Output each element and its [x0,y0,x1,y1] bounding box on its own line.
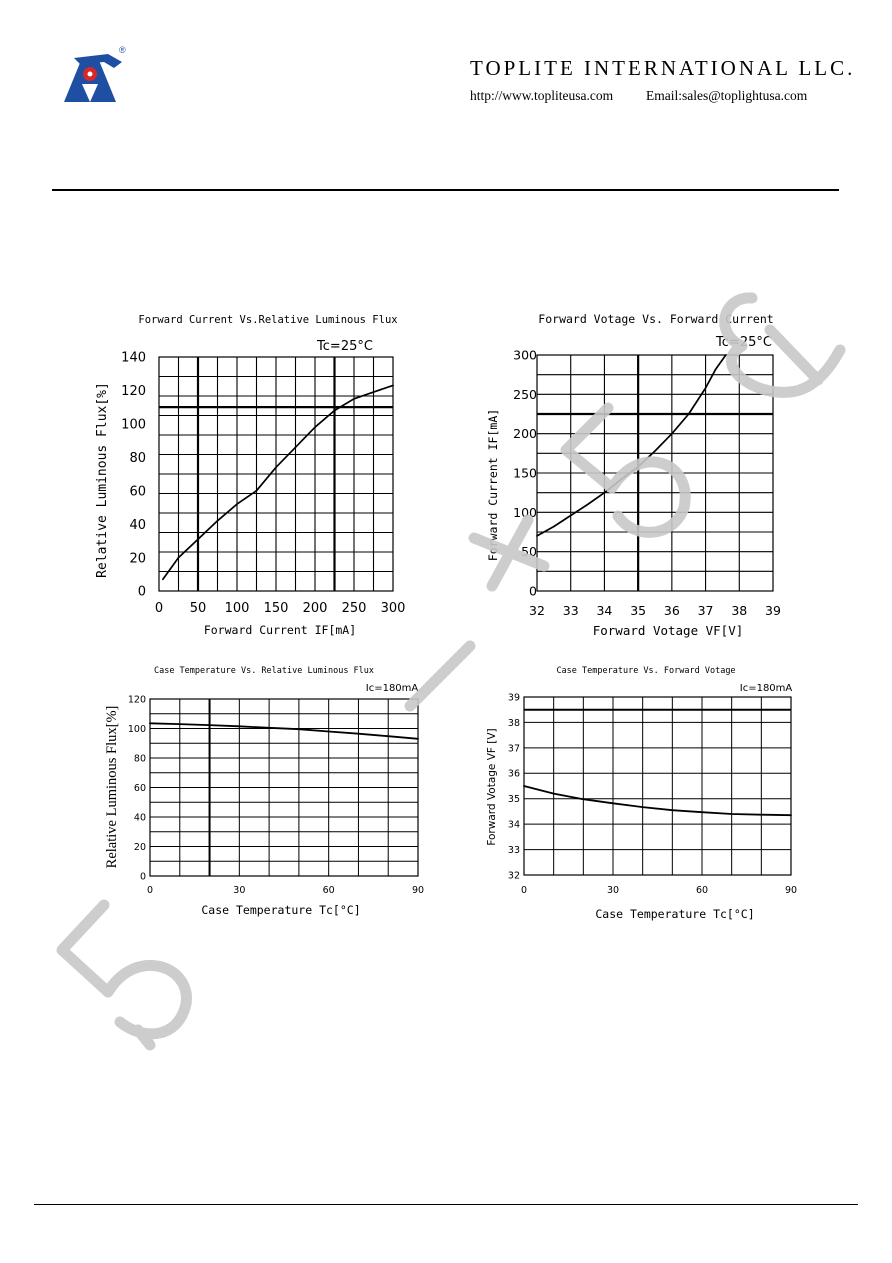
x-tick-label: 90 [784,885,798,896]
y-tick-label: 50 [521,544,537,560]
y-tick-label: 35 [507,794,520,806]
plot-area [508,692,797,896]
email-link[interactable]: Email:sales@toplightusa.com [646,88,808,103]
y-tick-label: 150 [513,465,537,481]
y-tick-label: 33 [507,844,520,856]
chart-title: Case Temperature Vs. Relative Luminous Flux [153,666,375,676]
y-tick-label: 20 [129,551,146,567]
y-tick-label: 40 [133,812,146,824]
y-tick-label: 120 [127,694,146,706]
y-tick-label: 300 [513,347,537,363]
x-tick-label: 100 [224,601,250,616]
x-tick-label: 36 [663,603,680,618]
y-tick-label: 200 [513,426,537,442]
x-tick-label: 0 [154,601,164,616]
x-axis-label: Forward Votage VF[V] [592,623,744,638]
y-tick-label: 0 [139,871,146,883]
y-tick-label: 37 [507,743,520,755]
website-link[interactable]: http://www.topliteusa.com [470,88,614,103]
y-tick-label: 0 [137,584,146,600]
x-tick-label: 60 [322,885,335,896]
x-tick-label: 250 [341,601,367,616]
x-tick-label: 35 [630,603,647,618]
chart-condition: Tc=25°C [716,335,772,350]
x-axis-label: Case Temperature Tc[°C] [595,907,755,921]
x-axis-label: Case Temperature Tc[°C] [201,903,361,917]
x-tick-label: 37 [697,603,714,618]
x-tick-label: 34 [596,603,613,618]
y-tick-label: 0 [529,583,537,599]
company-name: TOPLITE INTERNATIONAL LLC. [470,56,856,80]
footer-divider [34,1204,858,1205]
y-tick-label: 80 [129,450,146,466]
y-axis-label: Forward Votage VF [V] [486,728,498,846]
x-tick-label: 39 [765,603,781,618]
y-tick-label: 80 [133,753,146,765]
chart-title: Forward Votage Vs. Forward Current [538,312,774,326]
y-tick-label: 100 [513,504,537,520]
x-tick-label: 50 [189,601,207,616]
x-tick-label: 0 [146,885,154,896]
y-tick-label: 40 [129,517,146,533]
x-axis-label: Forward Current IF[mA] [203,623,357,637]
y-tick-label: 34 [507,819,520,831]
y-tick-label: 120 [121,384,146,400]
y-axis-label: Relative Luminous Flux[%] [104,705,120,869]
y-tick-label: 20 [133,841,146,853]
y-tick-label: 140 [121,350,146,366]
chart-condition: Ic=180mA [739,683,793,694]
y-axis-label: Forward Current IF[mA] [486,408,500,562]
x-tick-label: 150 [263,601,289,616]
chart-condition: Ic=180mA [365,683,419,694]
y-tick-label: 100 [121,417,146,433]
x-tick-label: 90 [411,885,425,896]
chart-title: Forward Current Vs.Relative Luminous Flux [138,314,398,326]
y-tick-label: 60 [129,484,146,500]
x-tick-label: 30 [233,885,246,896]
y-tick-label: 60 [133,782,146,794]
y-tick-label: 100 [127,723,146,735]
x-tick-label: 30 [606,885,620,896]
y-tick-label: 32 [507,870,520,882]
x-tick-label: 200 [302,601,328,616]
chart-condition: Tc=25°C [317,339,373,354]
y-tick-label: 39 [507,692,520,704]
y-tick-label: 38 [507,717,520,729]
x-tick-label: 0 [520,885,528,896]
y-tick-label: 36 [507,768,520,780]
chart-title: Case Temperature Vs. Forward Votage [556,666,736,676]
y-axis-label: Relative Luminous Flux[%] [95,382,110,578]
x-tick-label: 38 [731,603,748,618]
x-tick-label: 60 [695,885,709,896]
x-tick-label: 33 [562,603,579,618]
x-tick-label: 300 [380,601,406,616]
registered-mark: ® [119,45,126,55]
plot-frame [524,697,791,875]
y-tick-label: 250 [513,386,537,402]
x-tick-label: 32 [529,603,545,618]
